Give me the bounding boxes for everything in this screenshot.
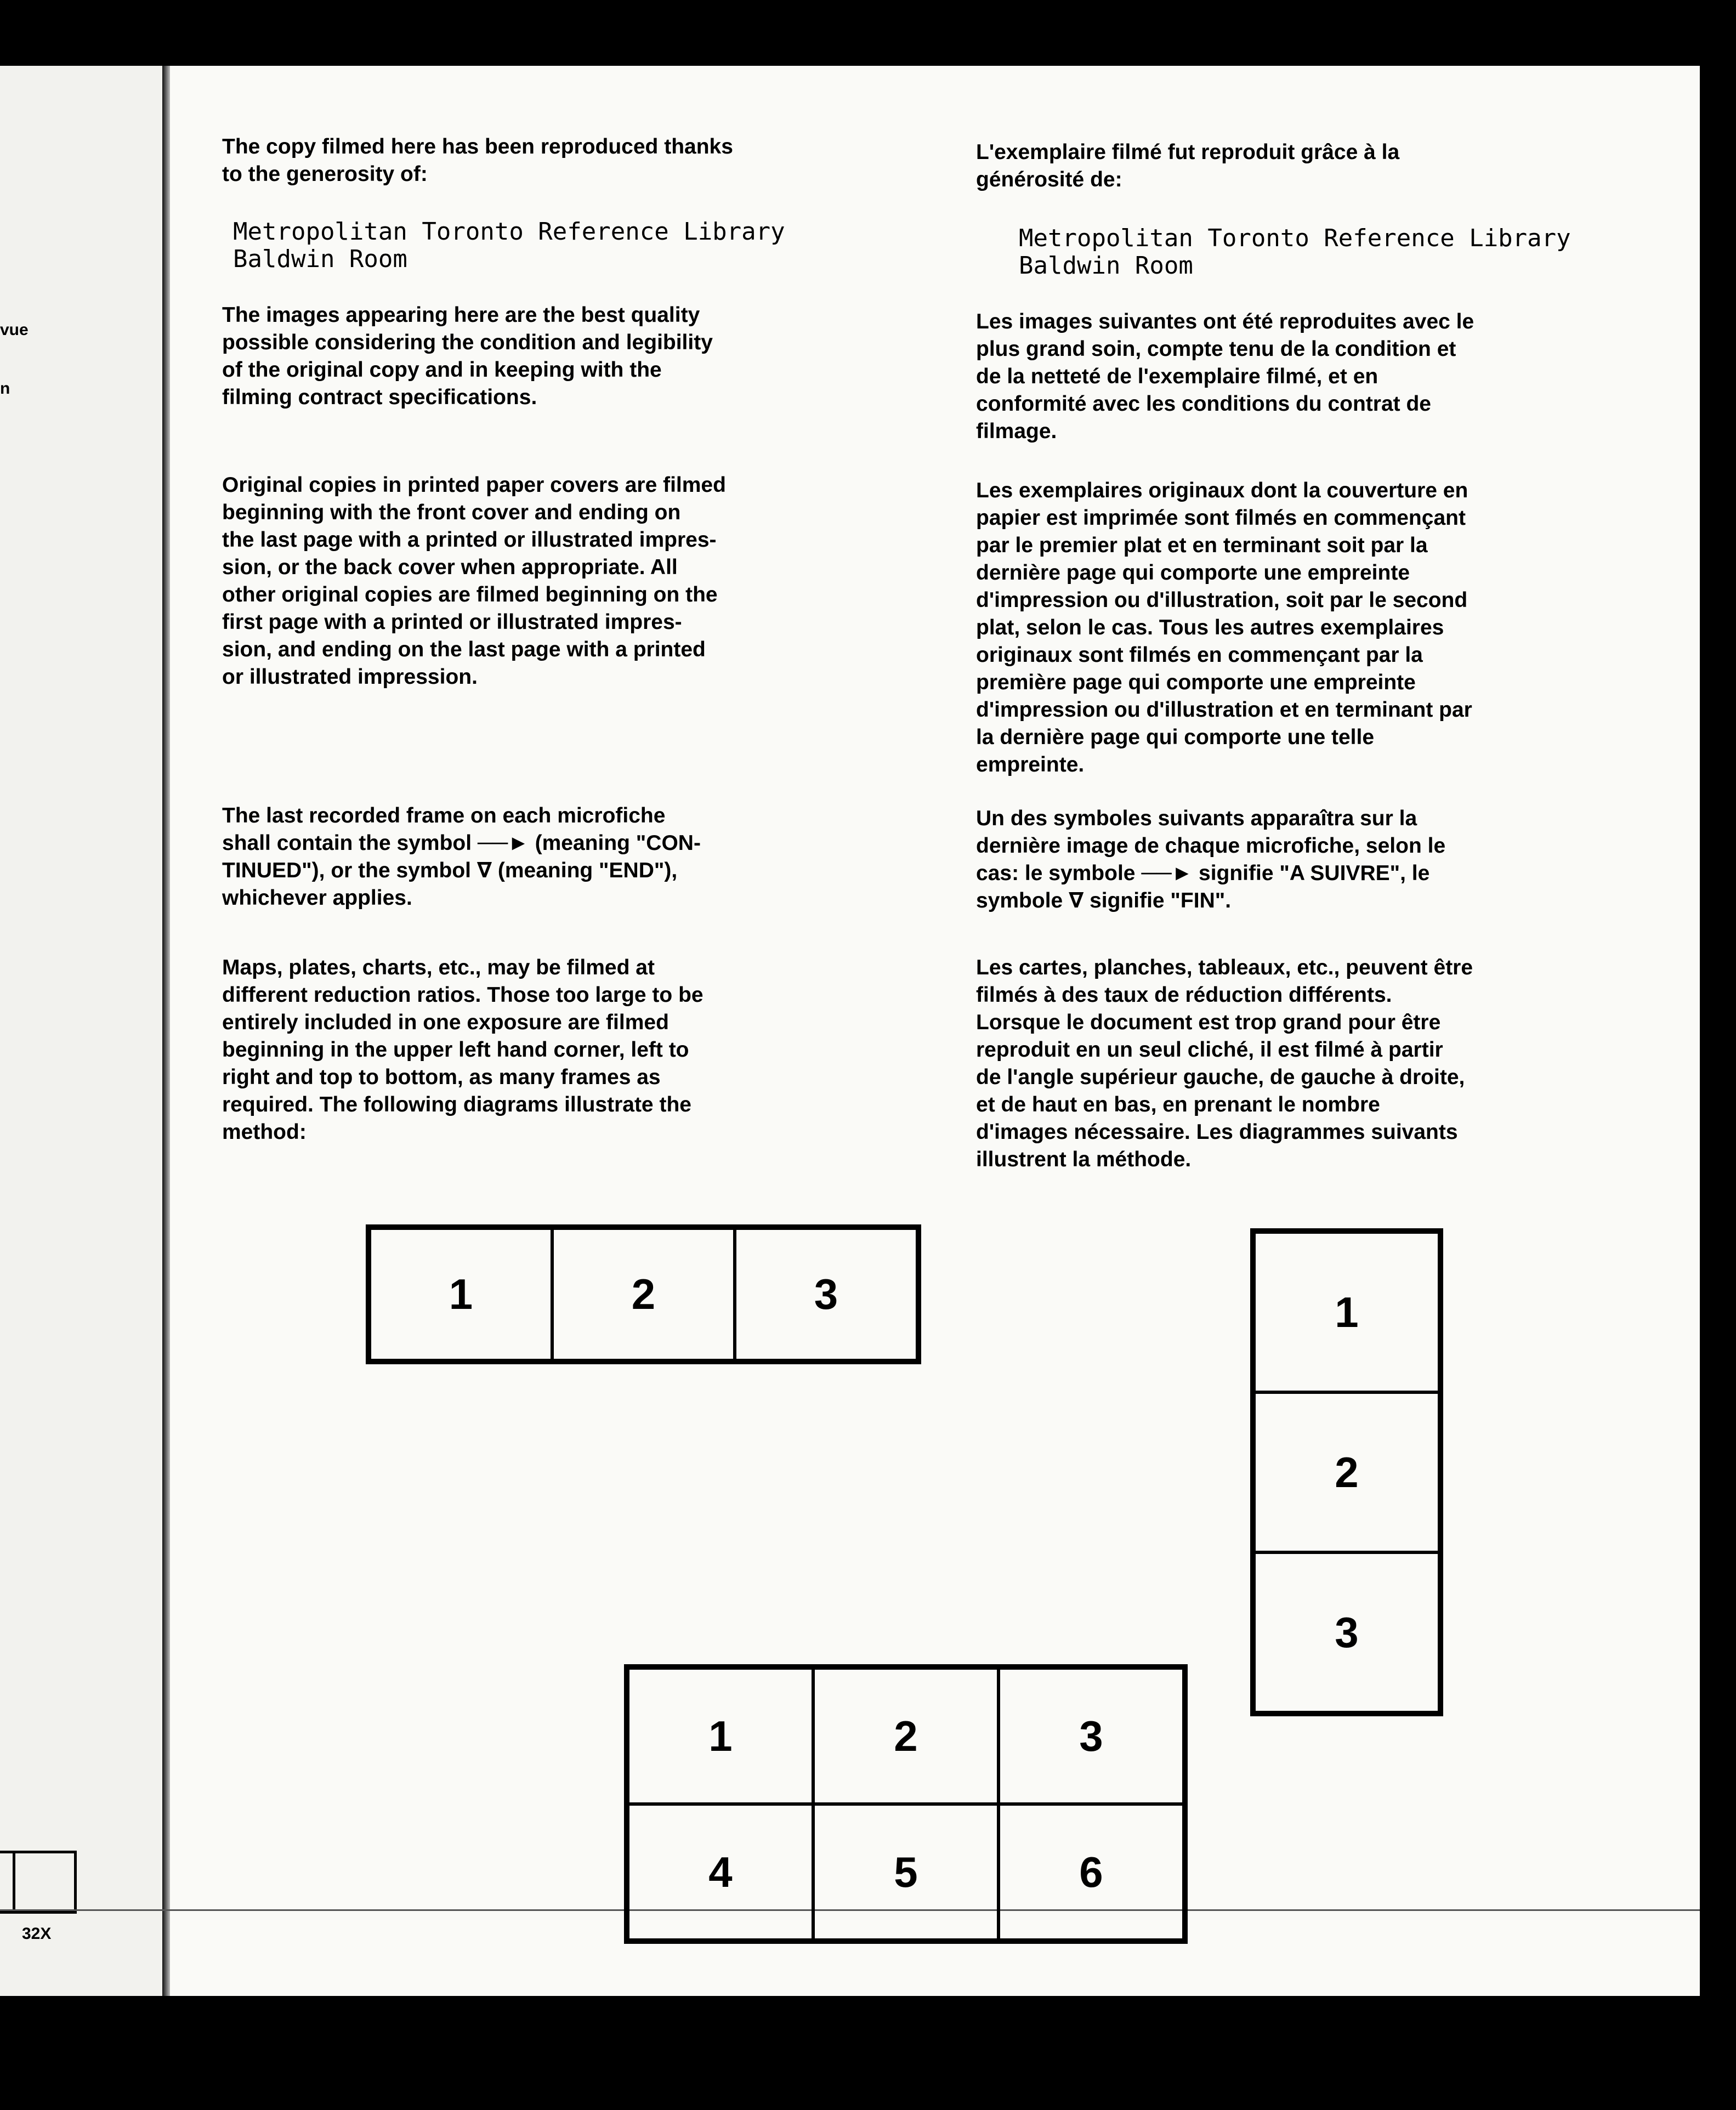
french-paragraph-originals: Les exemplaires originaux dont la couverture en papier est imprimée sont filmés en commençant par le premier plat et en terminant soit par la dernière page qui comporte une empreinte d'impression ou d'illustration, soit par le second plat, selon le cas. Tous les autres exemplaires originaux sont filmés en commençant par la première page qui comporte une empreinte d'impression ou d'illustration et en terminant par la dernière page qui comporte une telle empreinte. [976, 479, 1472, 776]
frame-cell: 1 [370, 1228, 552, 1360]
frame-cell: 6 [999, 1804, 1184, 1940]
frame-cell: 2 [552, 1228, 735, 1360]
english-paragraph-symbols: The last recorded frame on each microfiche shall contain the symbol ──► (meaning "CON- TINUED"), or the symbol ∇ (meaning "END"), whichever applies. [222, 804, 701, 910]
reduction-ratio-label: 32X [22, 1925, 52, 1943]
french-library-name: Metropolitan Toronto Reference Library Baldwin Room [1019, 224, 1571, 280]
frame-cell: 2 [1254, 1392, 1439, 1552]
french-paragraph-symbols: Un des symboles suivants apparaîtra sur la dernière image de chaque microfiche, selon le cas: le symbole ──► signifie "A SUIVRE", le symbole ∇ signifie "FIN". [976, 807, 1446, 912]
vertical-frame-diagram [1250, 1228, 1443, 1716]
english-paragraph-originals: Original copies in printed paper covers are filmed beginning with the front cover and ending on the last page with a printed or illustrated impres- sion, or the back cover when appropriate. All other original copies are filmed beginning on the first page with a printed or illustrated impres- sion, and ending on the last page with a printed or illustrated impression. [222, 473, 726, 689]
filming-notice-page [0, 66, 1700, 1996]
grid-frame-diagram [624, 1664, 1188, 1944]
french-intro: L'exemplaire filmé fut reproduit grâce à la générosité de: [976, 140, 1400, 191]
frame-cell: 1 [1254, 1232, 1439, 1392]
horizontal-frame-diagram [366, 1224, 921, 1364]
english-paragraph-quality: The images appearing here are the best quality possible considering the condition and legibility of the original copy and in keeping with the filming contract specifications. [222, 303, 713, 409]
english-library-name: Metropolitan Toronto Reference Library Baldwin Room [233, 218, 785, 273]
english-intro: The copy filmed here has been reproduced thanks to the generosity of: [222, 135, 733, 186]
frame-cell: 3 [735, 1228, 917, 1360]
previous-page-fragment: vue [0, 321, 29, 339]
frame-cell: 4 [628, 1804, 813, 1940]
frame-cell: 1 [628, 1668, 813, 1804]
french-paragraph-quality: Les images suivantes ont été reproduites avec le plus grand soin, compte tenu de la condition et de la netteté de l'exemplaire filmé, et en conformité avec les conditions du contrat de filmage. [976, 310, 1474, 443]
frame-cell: 2 [813, 1668, 999, 1804]
frame-cell: 3 [1254, 1552, 1439, 1712]
page-spine-shadow [162, 66, 170, 1996]
frame-cell: 5 [813, 1804, 999, 1940]
previous-page-fragment: n [0, 379, 10, 398]
previous-page-edge [0, 66, 164, 1996]
frame-cell: 3 [999, 1668, 1184, 1804]
english-paragraph-maps: Maps, plates, charts, etc., may be filmed at different reduction ratios. Those too large to be entirely included in one exposure are filmed beginning in the upper left hand corner, left to right and top to bottom, as many frames as required. The following diagrams illustrate the method: [222, 956, 704, 1144]
reduction-target-box [0, 1851, 77, 1914]
french-paragraph-maps: Les cartes, planches, tableaux, etc., peuvent être filmés à des taux de réduction différents. Lorsque le document est trop grand pour être reproduit en un seul cliché, il est filmé à partir de l'angle supérieur gauche, de gauche à droite, et de haut en bas, en prenant le nombre d'images nécessaire. Les diagrammes suivants illustrent la méthode. [976, 956, 1473, 1171]
